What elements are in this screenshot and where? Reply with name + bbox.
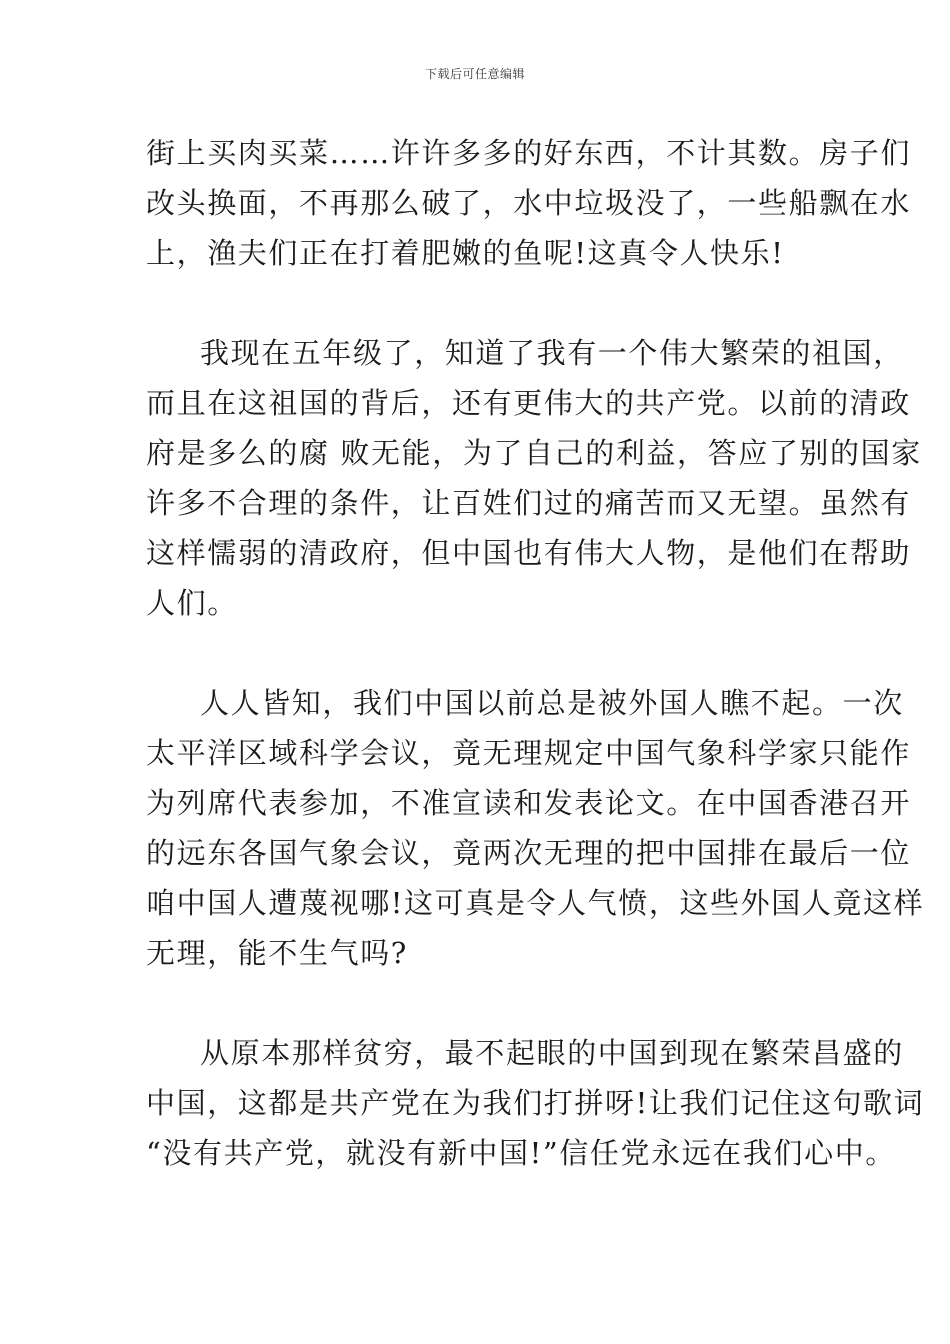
paragraph-line: 府是多么的腐 败无能，为了自己的利益，答应了别的国家 bbox=[146, 436, 922, 470]
paragraph-line: 咱中国人遭蔑视哪!这可真是令人气愤，这些外国人竟这样 bbox=[146, 886, 925, 920]
paragraph-spacer bbox=[146, 278, 806, 328]
paragraph-line: 中国，这都是共产党在为我们打拼呀!让我们记住这句歌词 bbox=[146, 1086, 925, 1120]
paragraph-spacer bbox=[146, 628, 806, 678]
paragraph-line: 从原本那样贫穷，最不起眼的中国到现在繁荣昌盛的 bbox=[200, 1036, 904, 1070]
page-header: 下载后可任意编辑 bbox=[424, 67, 525, 81]
paragraph-line: 无理，能不生气吗? bbox=[146, 936, 408, 970]
document-body bbox=[146, 128, 925, 1178]
paragraph-line: 太平洋区域科学会议，竟无理规定中国气象科学家只能作 bbox=[146, 736, 912, 770]
paragraph-line: 街上买肉买菜……许许多多的好东西，不计其数。房子们 bbox=[146, 136, 912, 170]
paragraph-line: 的远东各国气象会议，竟两次无理的把中国排在最后一位 bbox=[146, 836, 912, 870]
paragraph-line: 许多不合理的条件，让百姓们过的痛苦而又无望。虽然有 bbox=[146, 486, 912, 520]
paragraph-spacer bbox=[146, 978, 806, 1028]
paragraph-line: 而且在这祖国的背后，还有更伟大的共产党。以前的清政 bbox=[146, 386, 912, 420]
paragraph-line: 上，渔夫们正在打着肥嫩的鱼呢!这真令人快乐! bbox=[146, 236, 785, 270]
paragraph-1 bbox=[146, 128, 912, 278]
paragraph-line: “没有共产党，就没有新中国!”信任党永远在我们心中。 bbox=[146, 1136, 896, 1170]
paragraph-line: 这样懦弱的清政府，但中国也有伟大人物，是他们在帮助 bbox=[146, 536, 912, 570]
paragraph-line: 为列席代表参加，不准宣读和发表论文。在中国香港召开 bbox=[146, 786, 912, 820]
paragraph-2 bbox=[146, 328, 922, 628]
paragraph-3 bbox=[146, 678, 925, 978]
paragraph-line: 我现在五年级了，知道了我有一个伟大繁荣的祖国， bbox=[200, 336, 904, 370]
paragraph-4 bbox=[146, 1028, 925, 1178]
paragraph-line: 人们。 bbox=[146, 586, 238, 620]
paragraph-line: 人人皆知，我们中国以前总是被外国人瞧不起。一次 bbox=[200, 686, 904, 720]
paragraph-line: 改头换面，不再那么破了，水中垃圾没了，一些船飘在水 bbox=[146, 186, 912, 220]
